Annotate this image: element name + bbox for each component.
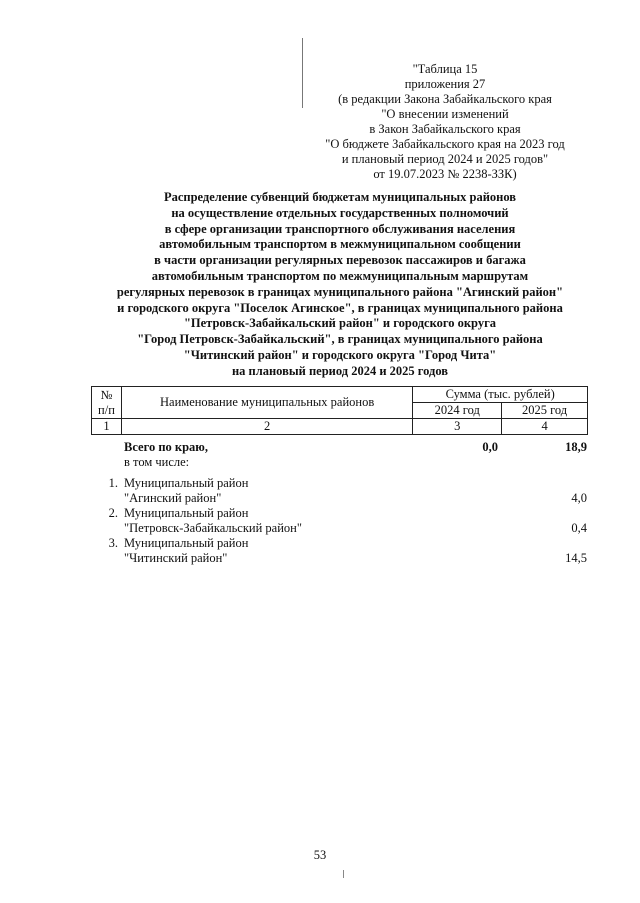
col-2025-header: 2025 год: [502, 403, 588, 419]
header-line: "О внесении изменений: [381, 107, 509, 121]
total-2025: 18,9: [565, 440, 587, 454]
title-line: "Читинский район" и городского округа "Город Чита": [183, 347, 497, 362]
row-name: Муниципальный район: [124, 536, 249, 550]
col-index: 3: [413, 419, 502, 435]
header-line: и плановый период 2024 и 2025 годов": [341, 152, 549, 166]
row-number: 3.: [108, 536, 118, 550]
col-number-line1: №: [100, 387, 113, 402]
document-title: [60, 190, 620, 380]
col-index: 1: [92, 419, 122, 435]
col-index: 2: [121, 419, 412, 435]
margin-mark: [302, 38, 303, 108]
col-number-line2: п/п: [98, 402, 115, 417]
title-line: на осуществление отдельных государственных полномочий: [171, 205, 509, 220]
appendix-header: [310, 62, 580, 182]
col-name-header: Наименование муниципальных районов: [121, 387, 412, 419]
title-line: автомобильным транспортом по межмуниципальным маршрутам: [151, 268, 529, 283]
title-line: регулярных перевозок в границах муниципального района "Агинский район": [116, 284, 564, 299]
col-number-header: [92, 387, 122, 419]
table-row: [100, 476, 590, 491]
title-line: "Город Петровск-Забайкальский", в границах муниципального района: [137, 332, 543, 347]
page-tick-mark: [343, 870, 344, 878]
table-row: [100, 551, 590, 566]
row-number: 2.: [108, 506, 118, 520]
row-value-2025: 0,4: [571, 521, 587, 535]
row-name: "Петровск-Забайкальский район": [124, 521, 302, 535]
col-2024-header: 2024 год: [413, 403, 502, 419]
table-header: [91, 386, 588, 435]
table-row-including: [100, 455, 590, 470]
total-label: Всего по краю,: [124, 440, 208, 454]
title-line: Распределение субвенций бюджетам муниципальных районов: [163, 190, 517, 204]
title-line: и городского округа "Поселок Агинское", в границах муниципального района: [117, 300, 563, 315]
table-row: [100, 521, 590, 536]
row-name: "Читинский район": [124, 551, 228, 565]
title-line: в части организации регулярных перевозок пассажиров и багажа: [154, 253, 526, 268]
total-2024: 0,0: [482, 440, 498, 454]
including-label: в том числе:: [124, 455, 190, 469]
row-name: "Агинский район": [124, 491, 222, 505]
title-line: в сфере организации транспортного обслуживания населения: [164, 221, 516, 236]
row-name: Муниципальный район: [124, 476, 249, 490]
header-line: от 19.07.2023 № 2238-ЗЗК): [373, 167, 517, 181]
header-line: (в редакции Закона Забайкальского края: [338, 92, 552, 106]
page-number: 53: [313, 848, 327, 862]
row-number: 1.: [108, 476, 118, 490]
header-line: "О бюджете Забайкальского края на 2023 год: [325, 137, 565, 151]
header-line: приложения 27: [404, 77, 486, 91]
col-index: 4: [502, 419, 588, 435]
row-value-2025: 4,0: [571, 491, 587, 505]
row-value-2025: 14,5: [565, 551, 587, 565]
title-line: автомобильным транспортом в межмуниципальном сообщении: [159, 237, 521, 252]
row-name: Муниципальный район: [124, 506, 249, 520]
table-row-total: [100, 440, 590, 455]
header-line: в Закон Забайкальского края: [369, 122, 521, 136]
table-body: [100, 440, 590, 566]
title-line: на плановый период 2024 и 2025 годов: [231, 363, 449, 378]
table-row: [100, 536, 590, 551]
title-line: "Петровск-Забайкальский район" и городского округа: [183, 316, 497, 331]
header-line: "Таблица 15: [412, 62, 478, 76]
table-row: [100, 491, 590, 506]
col-sum-header: Сумма (тыс. рублей): [413, 387, 588, 403]
table-row: [100, 506, 590, 521]
